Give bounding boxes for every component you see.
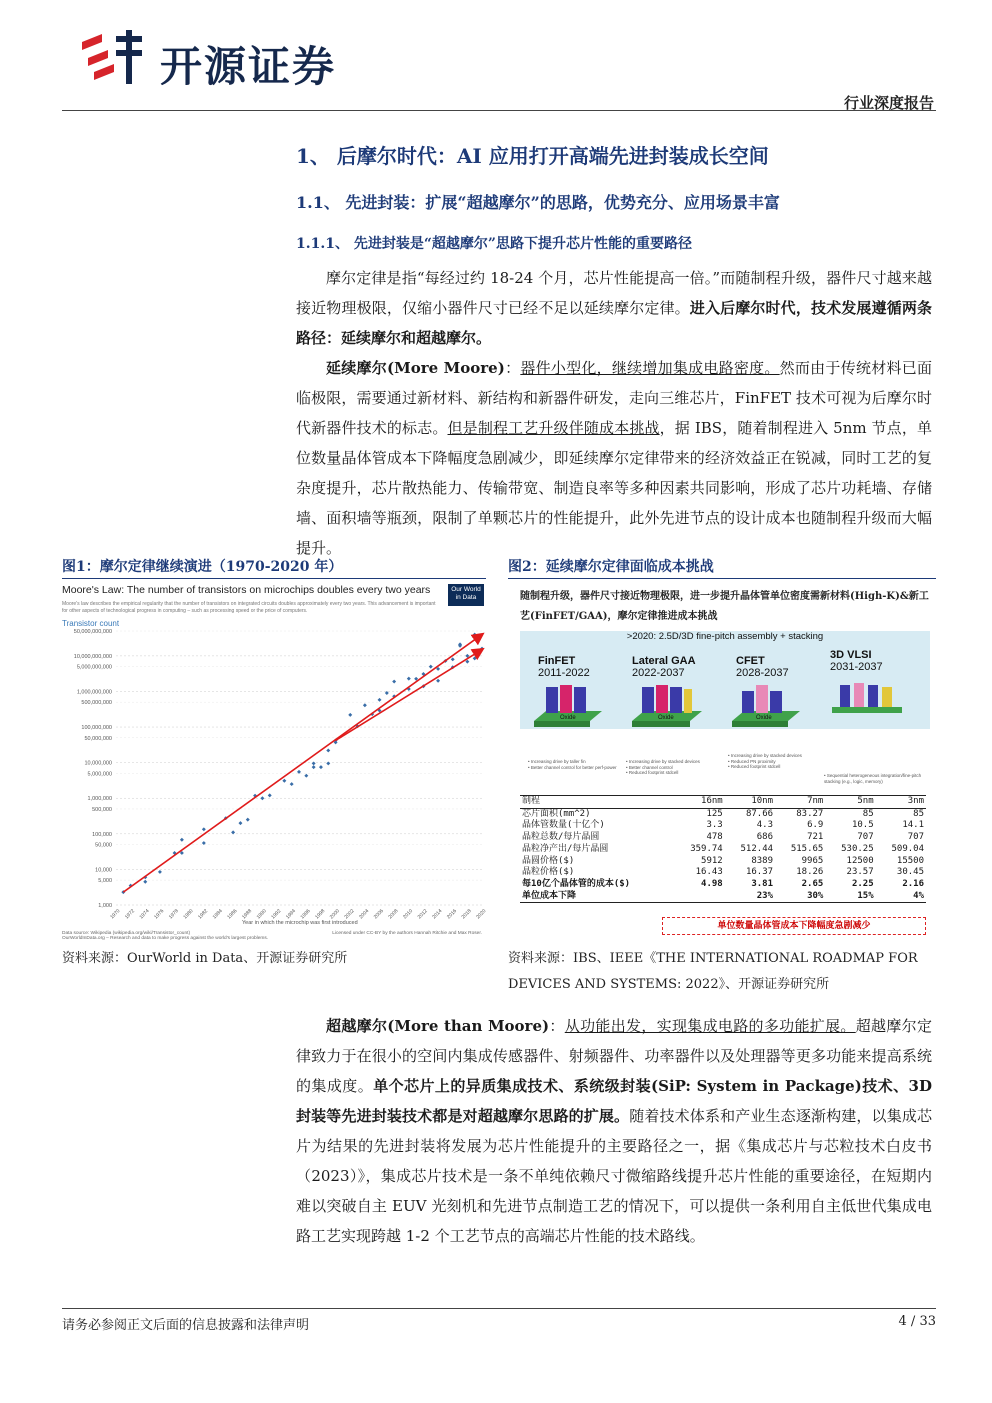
chart-footer: Data source: Wikipedia (wikipedia.org/wiki/Transistor_count) OurWorldInData.org – Research and data to make progress against the world's largest problems. Licensed under CC-BY by the authors Hannah Ritchie and Max Roser. (62, 931, 482, 941)
table-cell: 707 (857, 832, 874, 843)
y-tick-label: 1,000 (98, 903, 112, 909)
table-header-row: 制程 16nm 10nm 7nm 5nm 3nm (520, 796, 926, 809)
table-cell: 530.25 (841, 843, 874, 854)
x-tick-label: 2014 (431, 908, 444, 921)
data-point (304, 774, 308, 778)
table-cell: 晶圆价格($) (522, 855, 575, 866)
data-point (312, 765, 316, 769)
x-tick-label: 1984 (211, 908, 224, 921)
data-point (473, 633, 477, 637)
node-cfet: CFET 2028-2037 (736, 655, 789, 679)
data-point (290, 782, 294, 786)
y-tick-label: 500,000,000 (81, 700, 112, 707)
table-cell: 8389 (751, 855, 774, 866)
table-cell: 125 (706, 808, 723, 819)
table-row (520, 808, 926, 820)
device-notes (520, 729, 930, 791)
data-point (429, 665, 433, 669)
table-cell: 5912 (701, 855, 723, 866)
x-tick-label: 1996 (299, 908, 312, 921)
table-cell: 15500 (896, 855, 924, 866)
x-tick-label: 1970 (109, 908, 122, 921)
trend-arrow (123, 634, 482, 892)
data-point (158, 870, 162, 874)
device-structures-illustration (520, 681, 930, 729)
moores-law-chart (62, 583, 486, 945)
x-tick-label: 1998 (314, 908, 327, 921)
svg-text:Oxide: Oxide (756, 715, 772, 721)
table-cell: 509.04 (891, 843, 924, 854)
x-tick-label: 2002 (343, 908, 356, 921)
chart-plot (62, 583, 486, 945)
section-heading: 1、 后摩尔时代：AI 应用打开高端先进封装成长空间 (296, 144, 769, 168)
table-cell: 10.5 (851, 820, 874, 831)
node-lateral-gaa: Lateral GAA 2022-2037 (632, 655, 696, 679)
data-point (319, 765, 323, 769)
roadmap-banner (520, 631, 930, 729)
table-row (520, 867, 926, 879)
table-cell: 晶粒净产出/每片晶圆 (522, 843, 609, 854)
y-tick-label: 10,000,000,000 (73, 653, 112, 660)
figure1-rule (62, 578, 486, 579)
x-tick-label: 2018 (460, 908, 473, 921)
x-tick-label: 2000 (328, 908, 341, 921)
data-point (180, 838, 184, 842)
data-point (348, 713, 352, 717)
y-tick-label: 5,000,000 (87, 771, 112, 778)
y-tick-label: 5,000 (98, 878, 112, 885)
table-cell: 2.25 (851, 878, 874, 889)
figure2-caption: 图2：延续摩尔定律面临成本挑战 (508, 559, 714, 575)
y-tick-label: 50,000 (95, 842, 112, 849)
chart-xlabel: Year in which the microchip was first introduced (242, 920, 358, 926)
table-cell: 515.65 (790, 843, 824, 854)
table-cell: 12500 (846, 855, 874, 866)
subsubsection-heading: 1.1.1、 先进封装是“超越摩尔”思路下提升芯片性能的重要路径 (296, 236, 692, 252)
y-tick-label: 50,000,000 (84, 735, 112, 742)
cost-challenge-figure (508, 583, 936, 945)
table-cell: 23.57 (846, 867, 874, 878)
data-point (473, 656, 477, 660)
figure2-source-line2: DEVICES AND SYSTEMS: 2022》、开源证券研究所 (508, 977, 830, 992)
cost-table (520, 795, 926, 903)
table-cell: 359.74 (690, 843, 723, 854)
y-tick-label: 100,000,000 (81, 725, 112, 732)
table-cell: 16.37 (745, 867, 774, 878)
x-tick-label: 2012 (416, 908, 429, 921)
table-cell: 478 (706, 832, 723, 843)
x-tick-label: 1992 (270, 908, 283, 921)
chart-legend: Transistor count (62, 619, 120, 628)
table-row (520, 820, 926, 832)
x-tick-label: 2008 (387, 908, 400, 921)
paragraph-more-than-moore: 超越摩尔(More than Moore)：从功能出发，实现集成电路的多功能扩展。超越摩尔定律致力于在很小的空间内集成传感器件、射频器件、功率器件以及处理器等更多功能来提高系统的集成度。单个芯片上的异质集成技术、系统级封装(SiP: System in Package)技术、3D 封装等先进封装技术都是对超越摩尔思路的扩展。随着技术体系和产业生态逐渐构建，以集成芯片为结果的先进封装将发展为芯片性能提升的主要路径之一，据《集成芯片与芯粒技术白皮书（2023）》，集成芯片技术是一条不单纯依赖尺寸微缩路线提升芯片性能的重要途径，在短期内难以突破自主 EUV 光刻机和先进节点制造工艺的情况下，可以提供一条利用自主低世代集成电路工艺实现跨越 1-2 个工艺节点的高端芯片性能的技术路线。 (296, 1017, 932, 1245)
report-type: 行业深度报告 (843, 94, 934, 112)
node-finfet: FinFET 2011-2022 (538, 655, 590, 679)
data-point (202, 827, 206, 831)
y-tick-label: 1,000,000,000 (76, 689, 112, 696)
table-cell: 9965 (801, 855, 824, 866)
x-tick-label: 2020 (475, 908, 488, 921)
figure2-rule (508, 578, 936, 579)
table-cell: 512.44 (740, 843, 774, 854)
table-cell: 18.26 (796, 867, 824, 878)
figure2-intro: 随制程升级，器件尺寸接近物理极限，进一步提升晶体管单位密度需新材料(High-K)&新工艺(FinFET/GAA)，摩尔定律推进成本挑战 (520, 591, 929, 622)
paragraph-moores-law: 摩尔定律是指“每经过约 18-24 个月，芯片性能提高一倍。”而随制程升级，器件尺寸越来越接近物理极限，仅缩小器件尺寸已经不足以延续摩尔定律。进入后摩尔时代，技术发展遵循两条路径：延续摩尔和超越摩尔。 (296, 269, 932, 347)
note-finfet: • Increasing drive by taller fin • Better channel control for better perf-power (528, 759, 617, 770)
data-point (268, 793, 272, 797)
chart-subtitle: Moore's law describes the empirical regularity that the number of transistors on integrated circuits doubles approximately every two years. This advancement is important for other aspects of technological progress in computing – such as processing speed or the price of computers. (62, 601, 436, 614)
table-row (520, 879, 926, 891)
table-cell: 14.1 (902, 820, 924, 831)
svg-text:Oxide: Oxide (658, 715, 674, 721)
data-point (326, 748, 330, 752)
y-tick-label: 5,000,000,000 (76, 664, 112, 671)
table-cell: 晶体管数量(十亿个) (522, 820, 605, 831)
y-tick-label: 500,000 (92, 806, 112, 813)
x-tick-label: 1978 (167, 908, 180, 921)
data-point (143, 880, 147, 884)
logo-icon (80, 28, 150, 86)
footer-rule (62, 1308, 936, 1309)
table-cell (674, 891, 724, 903)
footer-disclaimer: 请务必参阅正文后面的信息披露和法律声明 (62, 1318, 310, 1333)
table-cell: 30.45 (896, 867, 924, 878)
data-point (282, 779, 286, 783)
x-tick-label: 2006 (372, 908, 385, 921)
x-tick-label: 2010 (402, 908, 415, 921)
figure1-caption: 图1：摩尔定律继续演进（1970-2020 年） (62, 559, 343, 575)
table-cell: 85 (913, 808, 924, 819)
x-tick-label: 1980 (182, 908, 195, 921)
svg-text:Oxide: Oxide (560, 715, 576, 721)
cost-callout: 单位数量晶体管成本下降幅度急剧减少 (662, 917, 926, 935)
y-tick-label: 50,000,000,000 (73, 629, 112, 635)
data-point (231, 830, 235, 834)
table-cell: 30% (775, 891, 825, 903)
table-cell: 3.81 (751, 878, 774, 889)
data-point (378, 698, 382, 702)
table-cell: 每10亿个晶体管的成本($) (522, 878, 631, 889)
table-cell: 15% (825, 891, 875, 903)
table-cell: 4.3 (756, 820, 774, 831)
subsection-heading: 1.1、 先进封装：扩展“超越摩尔”的思路，优势充分、应用场景丰富 (296, 193, 780, 212)
table-cell: 晶粒价格($) (522, 867, 575, 878)
data-point (312, 761, 316, 765)
owid-logo: Our World in Data (448, 584, 484, 606)
table-cell: 2.16 (902, 878, 924, 889)
table-cell: 4.98 (701, 878, 723, 889)
x-tick-label: 2004 (358, 908, 371, 921)
x-tick-label: 1976 (153, 908, 166, 921)
y-tick-label: 10,000,000 (84, 760, 112, 767)
table-row (520, 891, 926, 903)
y-tick-label: 100,000 (92, 831, 112, 838)
data-point (238, 821, 242, 825)
table-cell: 单位成本下降 (520, 891, 674, 903)
x-tick-label: 1994 (284, 908, 298, 921)
y-tick-label: 10,000 (95, 867, 112, 874)
y-tick-label: 1,000,000 (87, 796, 112, 803)
table-cell: 3.3 (706, 820, 723, 831)
table-row (520, 844, 926, 856)
data-point (407, 677, 411, 681)
data-point (246, 818, 250, 822)
table-cell: 晶粒总数/每片晶圆 (522, 832, 600, 843)
table-cell: 4% (876, 891, 926, 903)
x-tick-label: 1972 (123, 908, 136, 921)
data-point (451, 657, 455, 661)
roadmap-banner-label: >2020: 2.5D/3D fine-pitch assembly + stacking (626, 631, 824, 642)
table-cell: 23% (725, 891, 775, 903)
x-tick-label: 1988 (240, 908, 254, 921)
table-cell: 85 (862, 808, 874, 819)
data-point (260, 796, 264, 800)
x-tick-label: 1990 (255, 908, 268, 921)
note-lateral-gaa: • Increasing drive by stacked devices • Better channel control • Reduced footprint stdcell (626, 759, 700, 775)
data-point (363, 703, 367, 707)
company-name: 开源证券 (160, 42, 337, 91)
note-3d-vlsi: • Sequential heterogeneous integration/fine-pitch stacking (e.g., logic, memory) (824, 773, 922, 784)
node-3d-vlsi: 3D VLSI 2031-2037 (830, 649, 883, 673)
chart-title: Moore's Law: The number of transistors on microchips doubles every two years (62, 584, 431, 596)
table-cell: 707 (907, 832, 924, 843)
paragraph-more-moore: 延续摩尔(More Moore)：器件小型化，继续增加集成电路密度。然而由于传统材料已面临极限，需要通过新材料、新结构和新器件研发，走向三维芯片，FinFET 技术可视为后摩尔时代新器件技术的标志。但是制程工艺升级伴随成本挑战，据 IBS，随着制程进入 5nm 节点，单位数量晶体管成本下降幅度急剧减少，即延续摩尔定律带来的经济效益正在锐减，同时工艺的复杂度提升，芯片散热能力、传输带宽、制造良率等多种因素共同影响，形成了芯片功耗墙、存储墙、面积墙等瓶颈，限制了单颗芯片的性能提升，此外先进节点的设计成本也随制程升级而大幅提升。 (296, 359, 932, 557)
table-cell: 686 (756, 832, 774, 843)
x-tick-label: 1974 (138, 908, 151, 921)
table-cell: 83.27 (796, 808, 824, 819)
table-cell: 2.65 (801, 878, 824, 889)
data-point (392, 680, 396, 684)
x-tick-label: 2016 (445, 908, 459, 921)
table-cell: 721 (807, 832, 824, 843)
page-number: 4 / 33 (898, 1314, 936, 1329)
table-cell: 16.43 (695, 867, 723, 878)
note-cfet: • Increasing drive by stacked devices • Reduced PN proximity • Reduced footprint stdcell (728, 753, 802, 769)
data-point (326, 761, 330, 765)
table-row (520, 832, 926, 844)
data-point (436, 679, 440, 683)
table-cell: 87.66 (745, 808, 774, 819)
table-cell: 6.9 (807, 820, 824, 831)
header-rule (62, 110, 936, 111)
x-tick-label: 1986 (226, 908, 239, 921)
figure1-source: 资料来源：OurWorld in Data、开源证券研究所 (62, 951, 348, 966)
x-tick-label: 1982 (197, 908, 210, 921)
table-row (520, 856, 926, 868)
table-cell: 芯片面积(mm^2) (522, 808, 591, 819)
figure2-source-line1: 资料来源：IBS、IEEE《THE INTERNATIONAL ROADMAP FOR (508, 951, 918, 966)
